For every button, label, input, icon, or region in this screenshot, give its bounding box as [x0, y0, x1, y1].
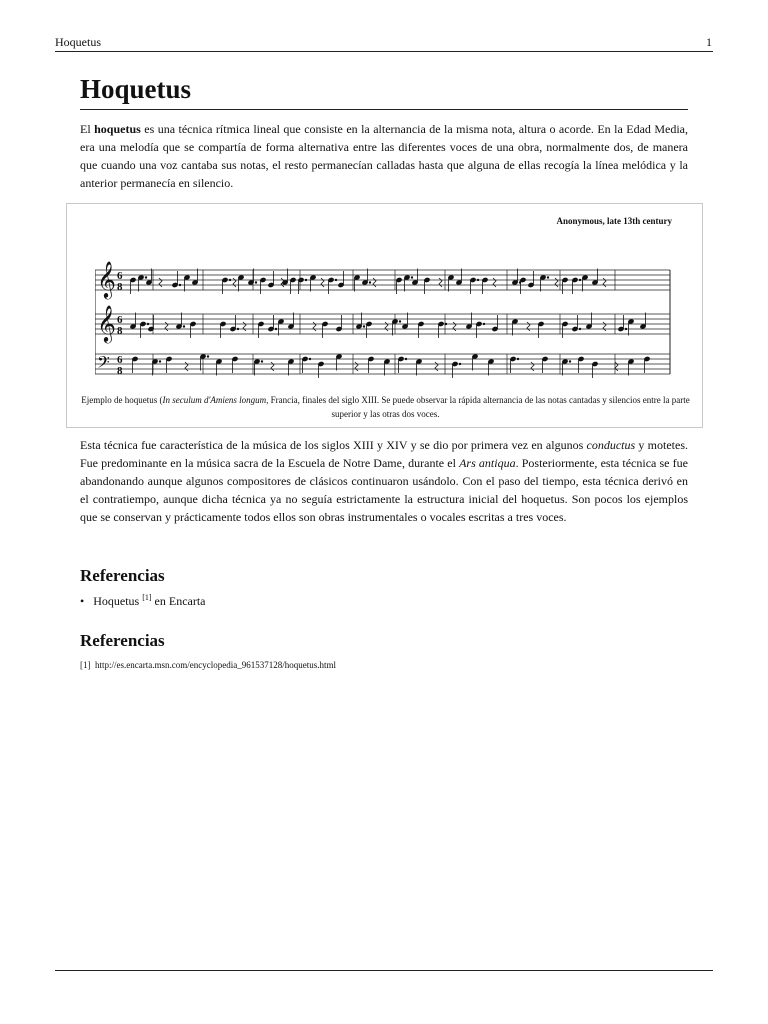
reference-item: [80, 593, 206, 609]
caption-work: In seculum d'Amiens longum: [162, 395, 267, 405]
footnote-marker: [1]: [80, 660, 91, 670]
dot: [275, 328, 277, 330]
score-credit: Anonymous, late 13th century: [556, 216, 672, 226]
dot: [411, 277, 413, 279]
reference-link[interactable]: [1]: [142, 593, 152, 602]
dot: [517, 358, 519, 360]
rest-symbol: [439, 278, 442, 287]
dot: [625, 328, 627, 330]
dot: [483, 323, 485, 325]
term-conductus: conductus: [586, 438, 636, 452]
rest-symbol: [321, 278, 324, 287]
section-heading-referencias-1: Referencias: [80, 566, 165, 585]
dot: [477, 279, 479, 281]
dot: [305, 279, 307, 281]
dot: [159, 361, 161, 363]
dot: [547, 277, 549, 279]
score-figure: [66, 203, 703, 428]
history-text-1: Esta técnica fue característica de la música de los siglos XIII y XIV y se dio por primera vez en algunos: [80, 438, 587, 452]
rest-symbol: [531, 362, 534, 371]
time-sig-bottom-3: 8: [117, 365, 123, 377]
dot: [459, 363, 461, 365]
rest-symbol: [555, 278, 558, 287]
history-text-2: y motetes. Fue predominante en la música sacra de la Escuela de Notre Dame, durante el: [80, 438, 688, 470]
footnote: [80, 660, 336, 670]
intro-term: hoquetus: [94, 122, 141, 136]
rest-symbol: [385, 322, 388, 331]
section-heading-referencias-2: Referencias: [80, 631, 165, 650]
running-header: [55, 36, 713, 52]
dot: [255, 282, 257, 284]
footer-rule: [55, 970, 713, 971]
rest-symbol: [527, 322, 530, 331]
dot: [399, 321, 401, 323]
svg-text:𝄢: 𝄢: [97, 352, 110, 376]
rest-symbol: [313, 322, 316, 331]
dot: [179, 284, 181, 286]
dot: [579, 279, 581, 281]
article-title: Hoquetus: [80, 72, 688, 110]
dot: [335, 279, 337, 281]
dot: [145, 277, 147, 279]
time-sig-bottom-1: 8: [117, 281, 123, 293]
dot: [207, 356, 209, 358]
figure-caption: [81, 393, 690, 421]
dot: [237, 328, 239, 330]
dot: [445, 323, 447, 325]
article-content: [80, 72, 688, 192]
time-sig-top-2: 6: [117, 314, 123, 326]
dot: [261, 361, 263, 363]
rest-symbol: [185, 362, 188, 371]
footnote-url[interactable]: http://es.encarta.msn.com/encyclopedia_961537128/hoquetus.html: [95, 660, 336, 670]
rest-symbol: [493, 278, 496, 287]
rest-symbol: [435, 362, 438, 371]
rest-symbol: [165, 322, 168, 331]
history-paragraph: [80, 436, 688, 526]
svg-text:𝄞: 𝄞: [97, 260, 116, 298]
rest-symbol: [233, 278, 236, 287]
time-sig-top-3: 6: [117, 354, 123, 366]
term-ars-antiqua: Ars antiqua: [459, 456, 516, 470]
time-sig-top-1: 6: [117, 270, 123, 282]
dot: [579, 328, 581, 330]
dot: [363, 326, 365, 328]
reference-item-text[interactable]: Hoquetus: [93, 594, 143, 608]
caption-rest: , Francia, finales del siglo XIII. Se puede observar la rápida alternancia de las notas cantadas y silencios entre la parte superior y las otras dos voces.: [266, 395, 690, 419]
dot: [309, 358, 311, 360]
intro-lead: El: [80, 122, 95, 136]
time-sig-bottom-2: 8: [117, 325, 123, 337]
rest-symbol: [615, 362, 618, 371]
header-title: Hoquetus: [55, 35, 101, 49]
svg-text:𝄞: 𝄞: [97, 304, 116, 342]
rest-symbol: [603, 278, 606, 287]
intro-paragraph: [80, 120, 688, 192]
dot: [569, 361, 571, 363]
rest-symbol: [271, 362, 274, 371]
caption-lead: Ejemplo de hoquetus (: [81, 395, 163, 405]
dot: [183, 326, 185, 328]
rest-symbol: [453, 322, 456, 331]
music-score-image: [95, 260, 675, 380]
history-text-3: . Posteriormente, esta técnica se fue abandonando aunque algunos compositores de clásicos continuaron usándolo. Con el paso del tiempo, esta técnica derivó en el contratiempo, aunque dicha técnica ya no seguía estrictamente la estructura inicial del hoquetus. Son pocos los ejemplos que se conservan y prácticamente todos ellos son obras instrumentales o vocales escritas a tres voces.: [80, 456, 688, 524]
page-number: 1: [706, 35, 712, 49]
reference-item-tail: en Encarta: [151, 594, 206, 608]
dot: [147, 323, 149, 325]
rest-symbol: [243, 322, 246, 331]
reference-list: [80, 593, 206, 609]
dot: [229, 279, 231, 281]
dot: [405, 358, 407, 360]
rest-symbol: [159, 278, 162, 287]
rest-symbol: [373, 278, 376, 287]
rest-symbol: [603, 322, 606, 331]
dot: [369, 282, 371, 284]
rest-symbol: [355, 362, 358, 371]
intro-rest: es una técnica rítmica lineal que consiste en la alternancia de la misma nota, altura o acorde. En la Edad Media, era una melodía que se compartía de forma alternativa entre las diferentes voces de una obra, normalmente dos, de manera que cuando una voz cantaba sus notas, el resto permanecían calladas hasta que alguna de ellas recogía la línea melódica y la anterior permanecía en silencio.: [80, 122, 688, 190]
